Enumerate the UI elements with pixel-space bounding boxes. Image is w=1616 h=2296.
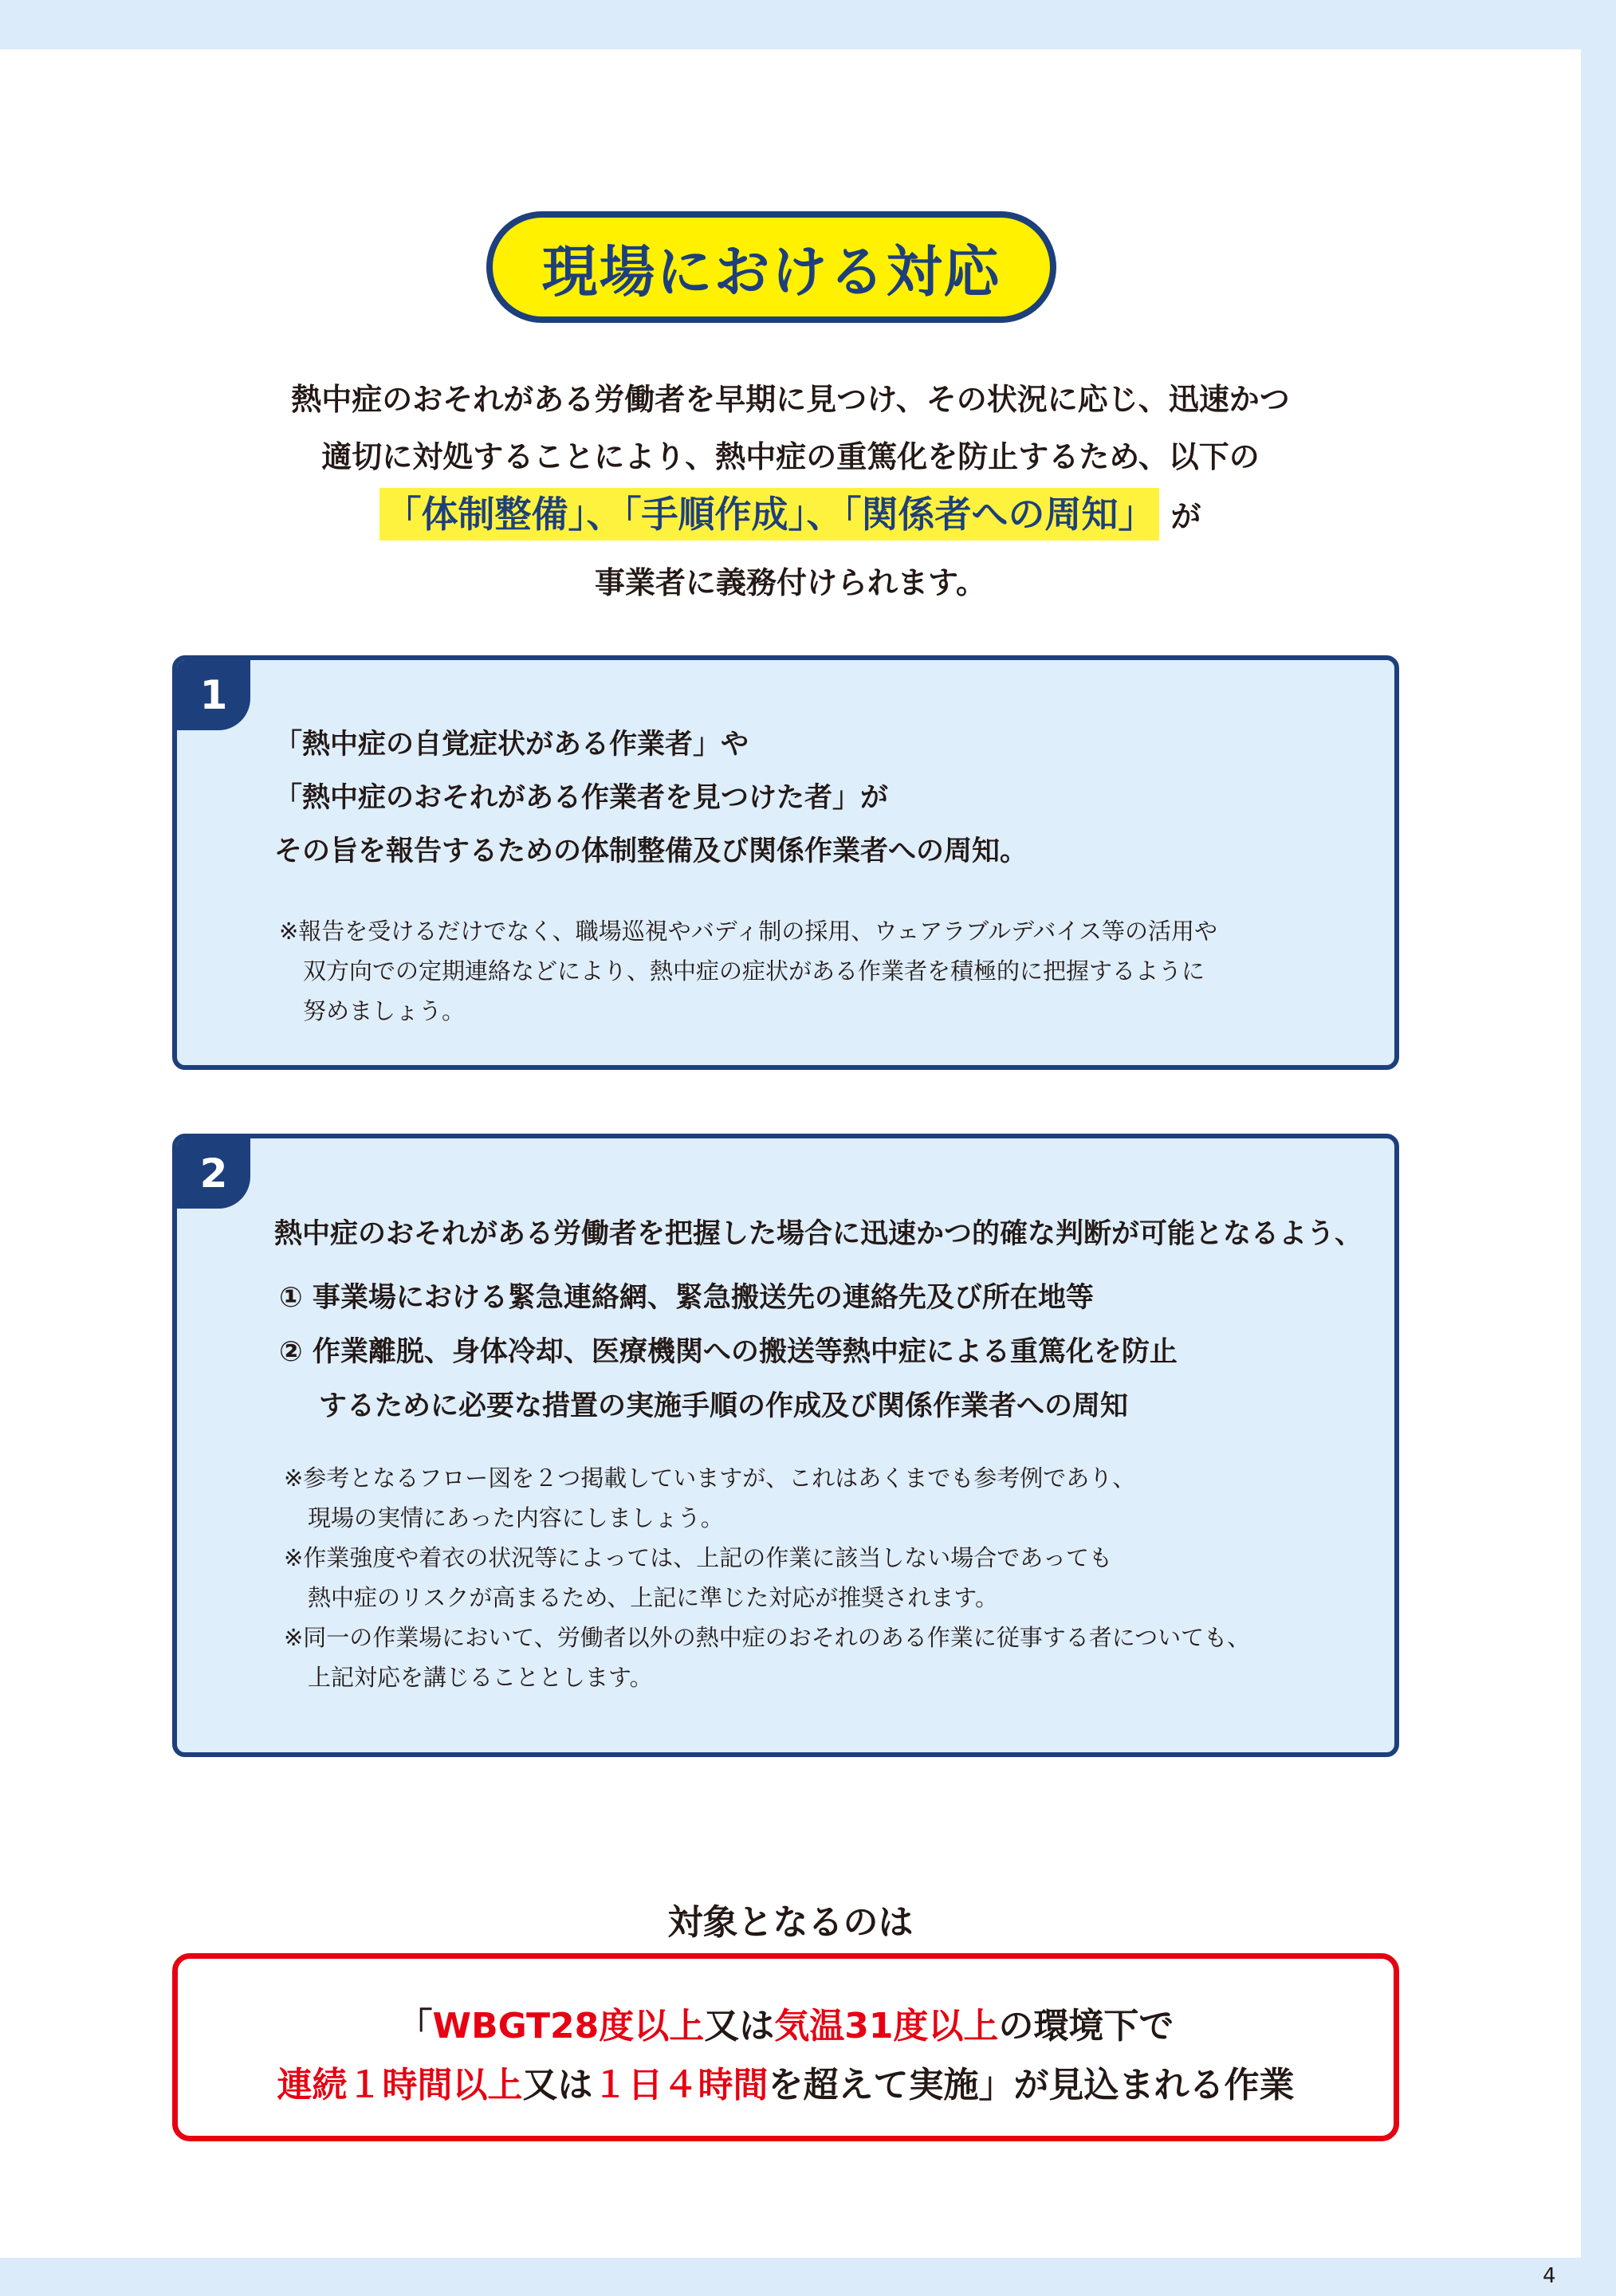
- section-title-pill: [486, 211, 1056, 323]
- intro-highlight-tail: が: [1170, 499, 1201, 534]
- box2-note-3: ※作業強度や着衣の状況等によっては、上記の作業に該当しない場合であっても: [284, 1544, 1113, 1571]
- intro-line-1: 熱中症のおそれがある労働者を早期に見つけ、その状況に応じ、迅速かつ: [291, 382, 1290, 417]
- target-line-1: [178, 1997, 1394, 2048]
- box2-item-2-cont: するために必要な措置の実施手順の作成及び関係作業者への周知: [319, 1390, 1129, 1422]
- section-title: 現場における対応: [541, 238, 1001, 305]
- requirement-box-1: [172, 655, 1399, 1070]
- box2-item-1: ① 事業場における緊急連絡網、緊急搬送先の連絡先及び所在地等: [279, 1282, 1094, 1314]
- target-condition-daily: １日４時間: [592, 2065, 769, 2105]
- target-text: を超えて実施」が見込まれる作業: [768, 2065, 1295, 2105]
- box1-line-3: その旨を報告するための体制整備及び関係作業者への周知。: [274, 835, 1028, 867]
- box2-note-4: 熱中症のリスクが高まるため、上記に準じた対応が推奨されます。: [308, 1584, 998, 1611]
- intro-line-2: 適切に対処することにより、熱中症の重篤化を防止するため、以下の: [321, 439, 1260, 474]
- target-text: 又は: [522, 2065, 593, 2105]
- box-number-badge: 1: [177, 660, 250, 730]
- intro-highlight-row: [0, 488, 1581, 541]
- target-condition-temp: 気温31度以上: [774, 2006, 999, 2046]
- box2-item-2: ② 作業離脱、身体冷却、医療機関への搬送等熱中症による重篤化を防止: [279, 1336, 1178, 1368]
- box1-note-1: ※報告を受けるだけでなく、職場巡視やバディ制の採用、ウェアラブルデバイス等の活用や: [279, 918, 1218, 945]
- target-condition-continuous: 連続１時間以上: [277, 2065, 523, 2105]
- box1-note-3: 努めましょう。: [303, 997, 466, 1024]
- target-label: 対象となるのは: [667, 1902, 914, 1943]
- requirement-box-2: [172, 1134, 1399, 1757]
- box2-note-2: 現場の実情にあった内容にしましょう。: [308, 1504, 724, 1531]
- box2-note-6: 上記対応を講じることとします。: [308, 1664, 653, 1691]
- intro-line-4: 事業者に義務付けられます。: [595, 565, 986, 600]
- box2-lead: 熱中症のおそれがある労働者を把握した場合に迅速かつ的確な判断が可能となるよう、: [274, 1218, 1363, 1250]
- box2-note-1: ※参考となるフロー図を２つ掲載していますが、これはあくまでも参考例であり、: [284, 1464, 1136, 1492]
- target-text: の環境下で: [998, 2006, 1174, 2046]
- target-condition-wbgt: WBGT28度以上: [432, 2006, 705, 2046]
- box1-line-2: 「熱中症のおそれがある作業者を見つけた者」が: [274, 782, 889, 814]
- target-line-2: [178, 2056, 1394, 2107]
- box1-note-2: 双方向での定期連絡などにより、熱中症の症状がある作業者を積極的に把握するように: [303, 957, 1205, 985]
- box-number-badge: 2: [177, 1138, 250, 1209]
- intro-highlight: 「体制整備」、「手順作成」、「関係者への周知」: [379, 488, 1159, 541]
- target-text: 又は: [704, 2006, 775, 2046]
- box2-note-5: ※同一の作業場において、労働者以外の熱中症のおそれのある作業に従事する者についても、: [284, 1624, 1251, 1651]
- page-number: 4: [1543, 2264, 1556, 2288]
- target-text: 「: [397, 2006, 433, 2046]
- box1-line-1: 「熱中症の自覚症状がある作業者」や: [274, 729, 749, 761]
- target-conditions-box: [172, 1953, 1399, 2141]
